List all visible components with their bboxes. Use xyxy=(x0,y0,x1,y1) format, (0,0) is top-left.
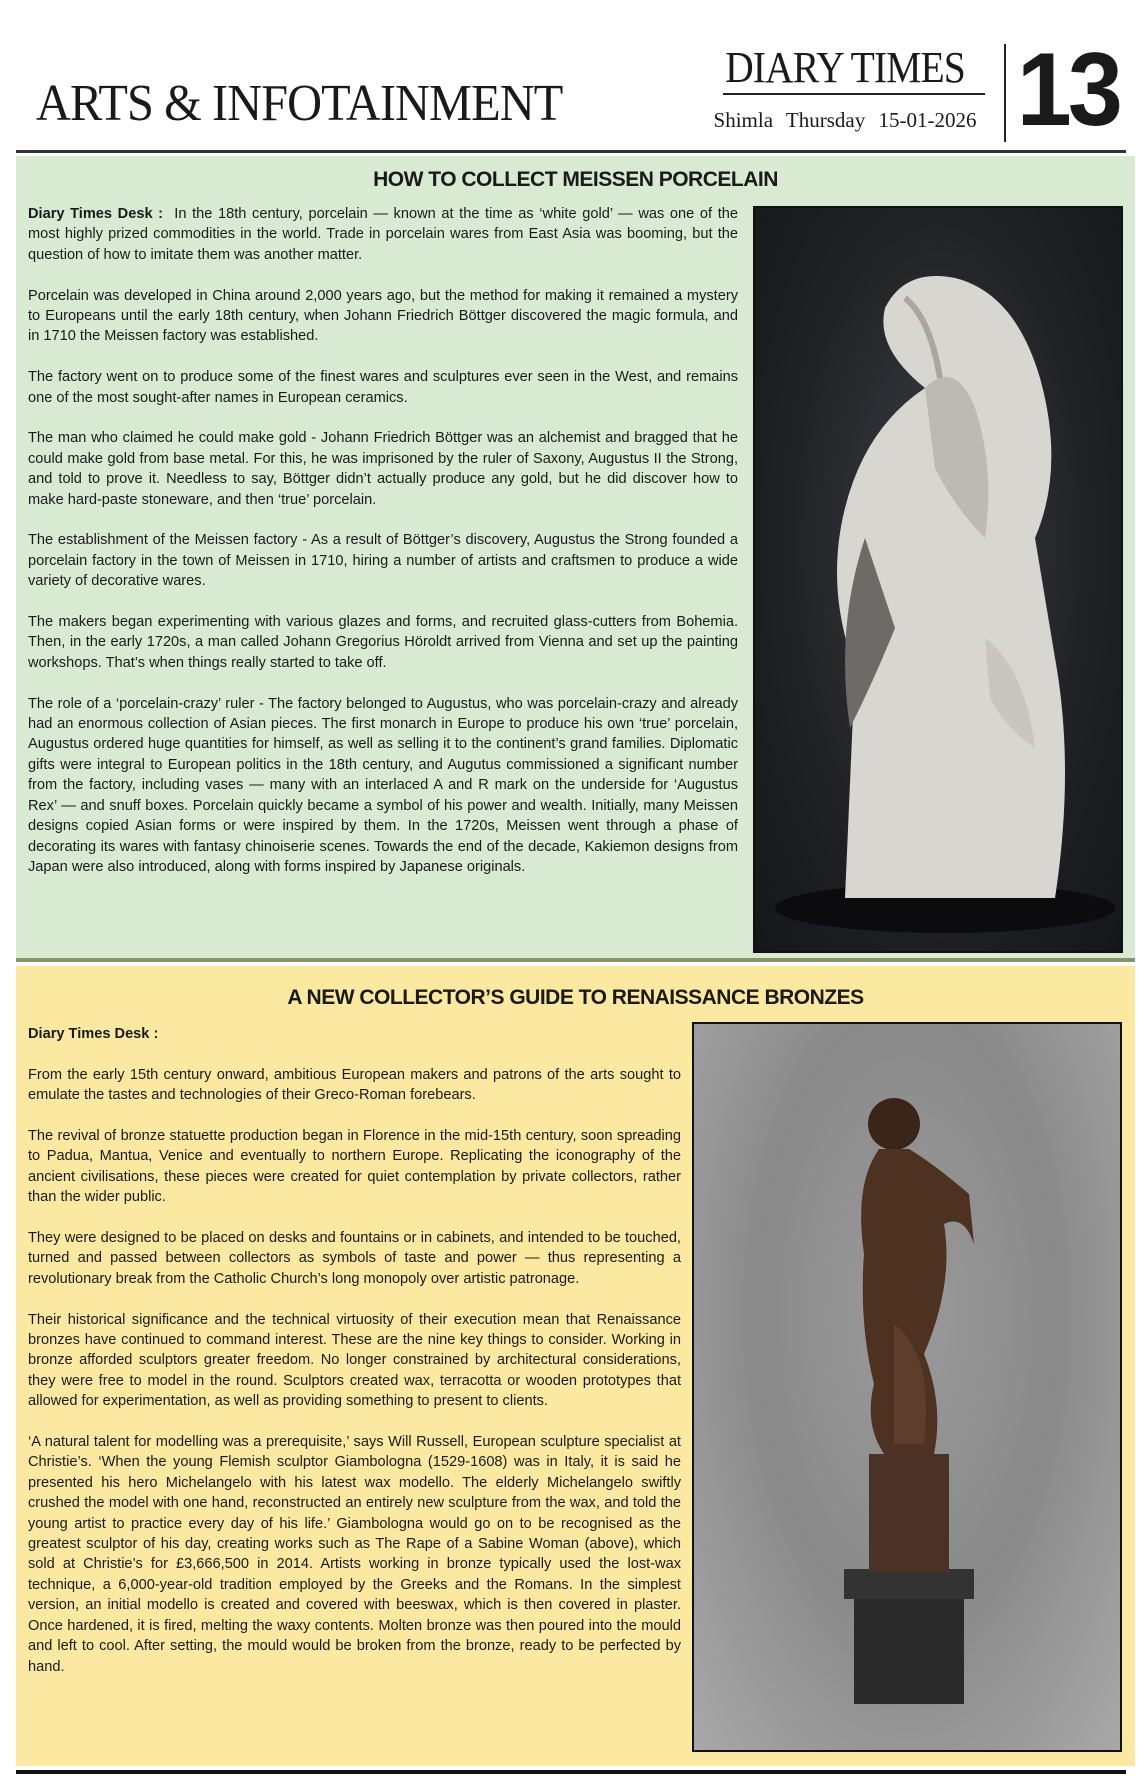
byline xyxy=(28,1024,681,1044)
paragraph-text: In the 18th century, porcelain — known at the time as ‘white gold’ — was one of the most highly prized commodities in the world. Trade in porcelain wares from East Asia was booming, but the question of how to imitate them was another matter. xyxy=(28,206,738,263)
paragraph: From the early 15th century onward, ambitious European makers and patrons of the arts sought to emulate the tastes and technologies of their Greco-Roman forebears. xyxy=(28,1066,681,1104)
byline: Diary Times Desk : xyxy=(28,206,164,222)
byline-text: Diary Times Desk : xyxy=(28,1026,159,1042)
article-body xyxy=(28,204,738,898)
paragraph xyxy=(28,204,738,265)
article-meissen xyxy=(16,156,1135,962)
paragraph: The man who claimed he could make gold - Johann Friedrich Böttger was an alchemist and bragged that he could make gold from base metal. For this, he was imprisoned by the ruler of Saxony, Augustus II the Strong, and told to prove it. Needless to say, Böttger didn’t actually produce any gold, but he did discover how to make hard-paste stoneware, and then ‘true’ porcelain. xyxy=(28,430,738,508)
porcelain-heron-photo xyxy=(753,206,1123,953)
masthead xyxy=(700,44,990,92)
day: Thursday xyxy=(785,108,866,132)
page-number: 13 xyxy=(1016,32,1119,148)
paragraph: They were designed to be placed on desks and fountains or in cabinets, and intended to be touched, turned and passed between collectors as symbols of taste and power — thus representing a revolutionary break from the Catholic Church’s long monopoly over artistic patronage. xyxy=(28,1230,681,1287)
paragraph: ‘A natural talent for modelling was a prerequisite,’ says Will Russell, European sculpture specialist at Christie’s. ‘When the young Flemish sculptor Giambologna (1529-1608) was in Italy, it is said he presented his hero Michelangelo with his latest wax modello. The elderly Michelangelo swiftly crushed the model with one hand, reconstructed an entirely new sculpture from the wax, and told the young artist to practice every day of his life.’ Giambologna would go on to be recognised as the greatest sculptor of his day, creating works such as The Rape of a Sabine Woman (above), which sold at Christie’s for £3,666,500 in 2014. Artists working in bronze typically used the lost-wax technique, a 6,000-year-old tradition employed by the Greeks and the Romans. In the simplest version, an initial modello is created and covered with beeswax, which is then covered in plaster. Once hardened, it is fired, melting the waxy contents. Molten bronze was then poured into the mould and left to cool. After setting, the mould would be broken from the bronze, ready to be perfected by hand. xyxy=(28,1434,681,1675)
divider xyxy=(1004,44,1006,142)
headline: A NEW COLLECTOR’S GUIDE TO RENAISSANCE BRONZES xyxy=(287,986,864,1009)
paragraph: The role of a ‘porcelain-crazy’ ruler - The factory belonged to Augustus, who was porcelain-crazy and already had an enormous collection of Asian pieces. The first monarch in Europe to produce his own ‘true’ porcelain, Augustus ordered huge quantities for himself, as well as selling it to the continent’s grand families. Diplomatic gifts were integral to European politics in the 18th century, and Augutus commissioned a significant number from the factory, including vases — many with an interlaced A and R mark on the underside for ‘Augustus Rex’ — and snuff boxes. Porcelain quickly became a symbol of his power and wealth. Initially, many Meissen designs copied Asian forms or were inspired by them. In the 1720s, Meissen went through a phase of decorating its wares with fantasy chinoiserie scenes. Towards the end of the decade, Kakiemon designs from Japan were also introduced, along with forms inspired by Japanese originals. xyxy=(28,695,738,875)
article-bronzes xyxy=(16,966,1135,1766)
section-title: ARTS & INFOTAINMENT xyxy=(36,75,563,132)
paragraph: Their historical significance and the technical virtuosity of their execution mean that Renaissance bronzes have continued to command interest. These are the nine key things to consider. Working in bronze afforded sculptors greater freedom. No longer constrained by architectural considerations, they were free to model in the round. Sculptors created wax, terracotta or wooden prototypes that allowed for experimentation, as well as providing something to present to clients. xyxy=(28,1311,681,1410)
dateline xyxy=(700,108,990,133)
city: Shimla xyxy=(713,108,774,132)
header-rule xyxy=(16,150,1126,153)
paragraph: Porcelain was developed in China around 2,000 years ago, but the method for making it remained a mystery to Europeans until the early 18th century, when Johann Friedrich Böttger discovered the magic formula, and in 1710 the Meissen factory was established. xyxy=(28,287,738,345)
bronze-statuette-photo xyxy=(692,1022,1122,1752)
paragraph: The establishment of the Meissen factory - As a result of Böttger’s discovery, Augustus the Strong founded a porcelain factory in the town of Meissen in 1710, hiring a number of artists and craftsmen to produce a wide variety of decorative wares. xyxy=(28,532,738,590)
paper-name: DIARY TIMES xyxy=(725,43,965,92)
headline: HOW TO COLLECT MEISSEN PORCELAIN xyxy=(373,168,778,191)
article-body xyxy=(28,1024,681,1697)
footer-rule xyxy=(16,1770,1126,1774)
paragraph: The factory went on to produce some of the finest wares and sculptures ever seen in the West, and remains one of the most sought-after names in European ceramics. xyxy=(28,369,738,406)
paragraph: The revival of bronze statuette production began in Florence in the mid-15th century, soon spreading to Padua, Mantua, Venice and eventually to northern Europe. Replicating the iconography of the ancient civilisations, these pieces were created for quiet contemplation by private collectors, rather than the wider public. xyxy=(28,1128,681,1206)
paragraph: The makers began experimenting with various glazes and forms, and recruited glass-cutters from Bohemia. Then, in the early 1720s, a man called Johann Gregorius Höroldt arrived from Vienna and set up the painting workshops. That’s when things really started to take off. xyxy=(28,614,738,671)
masthead-rule xyxy=(723,93,985,95)
date: 15-01-2026 xyxy=(878,108,977,132)
